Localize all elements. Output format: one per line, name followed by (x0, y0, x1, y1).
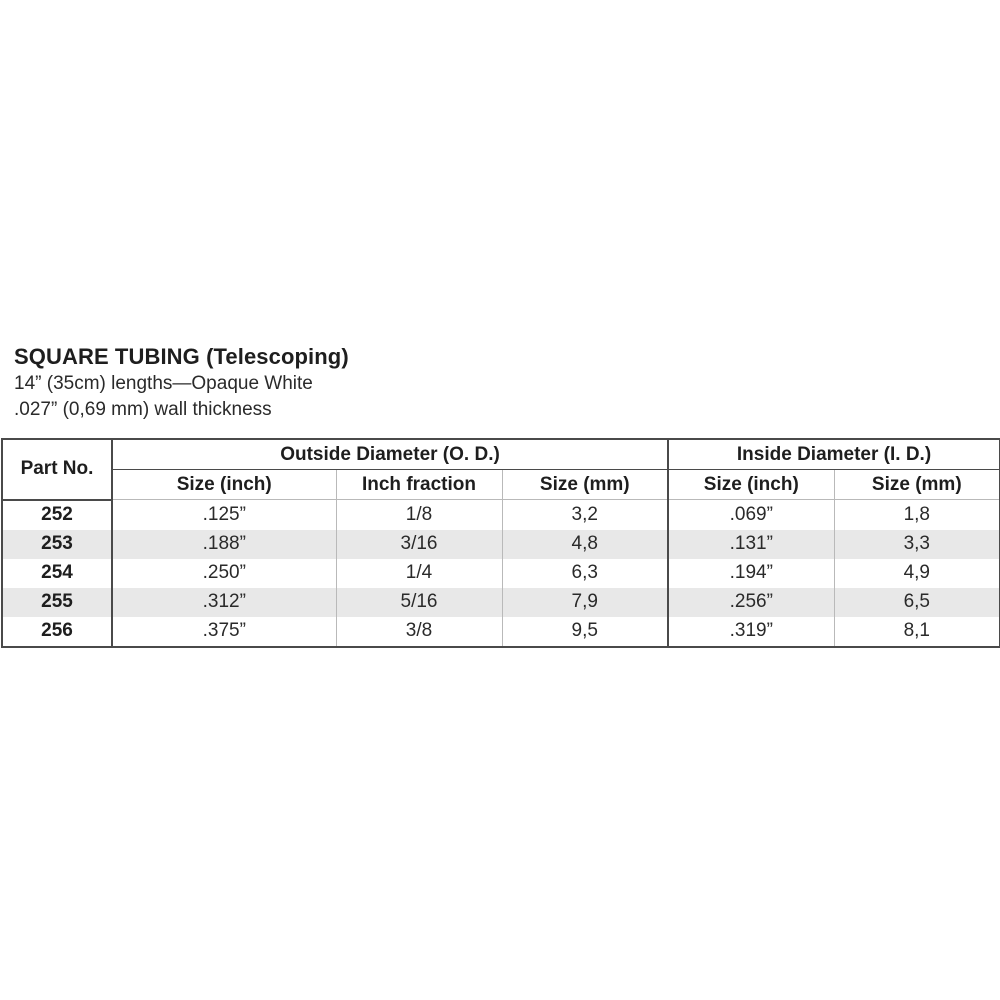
od-size-mm-header: Size (mm) (502, 470, 668, 500)
id-size-mm-header: Size (mm) (834, 470, 1000, 500)
id-size-inch: .319” (668, 617, 834, 647)
table-row (2, 530, 1000, 559)
od-size-inch: .312” (112, 588, 336, 617)
id-size-inch: .256” (668, 588, 834, 617)
length-color-line: 14” (35cm) lengths—Opaque White (14, 373, 313, 394)
od-inch-fraction: 3/16 (336, 530, 502, 559)
tubing-spec-table (1, 438, 1000, 648)
table-header-row (2, 439, 1000, 470)
id-size-inch: .069” (668, 500, 834, 530)
id-size-inch: .131” (668, 530, 834, 559)
od-size-inch: .188” (112, 530, 336, 559)
table-row (2, 588, 1000, 617)
table-row (2, 617, 1000, 647)
od-size-mm: 9,5 (502, 617, 668, 647)
inside-diameter-header: Inside Diameter (I. D.) (668, 439, 1000, 470)
table-subheader-row (2, 470, 1000, 500)
wall-thickness-line: .027” (0,69 mm) wall thickness (14, 399, 272, 420)
product-title: SQUARE TUBING (Telescoping) (14, 344, 349, 369)
table-row (2, 559, 1000, 588)
part-no-header: Part No. (2, 439, 112, 500)
outside-diameter-header: Outside Diameter (O. D.) (112, 439, 668, 470)
od-size-inch: .250” (112, 559, 336, 588)
od-size-mm: 4,8 (502, 530, 668, 559)
od-size-inch: .125” (112, 500, 336, 530)
id-size-inch-header: Size (inch) (668, 470, 834, 500)
part-number: 256 (2, 617, 112, 647)
od-inch-fraction-header: Inch fraction (336, 470, 502, 500)
product-heading (14, 343, 714, 423)
id-size-mm: 4,9 (834, 559, 1000, 588)
id-size-inch: .194” (668, 559, 834, 588)
id-size-mm: 8,1 (834, 617, 1000, 647)
part-number: 252 (2, 500, 112, 530)
od-size-mm: 6,3 (502, 559, 668, 588)
id-size-mm: 1,8 (834, 500, 1000, 530)
od-inch-fraction: 5/16 (336, 588, 502, 617)
part-number: 255 (2, 588, 112, 617)
od-size-mm: 7,9 (502, 588, 668, 617)
table-row (2, 500, 1000, 530)
od-inch-fraction: 3/8 (336, 617, 502, 647)
id-size-mm: 3,3 (834, 530, 1000, 559)
od-size-inch: .375” (112, 617, 336, 647)
od-inch-fraction: 1/8 (336, 500, 502, 530)
id-size-mm: 6,5 (834, 588, 1000, 617)
part-number: 254 (2, 559, 112, 588)
od-size-inch-header: Size (inch) (112, 470, 336, 500)
part-number: 253 (2, 530, 112, 559)
od-inch-fraction: 1/4 (336, 559, 502, 588)
od-size-mm: 3,2 (502, 500, 668, 530)
